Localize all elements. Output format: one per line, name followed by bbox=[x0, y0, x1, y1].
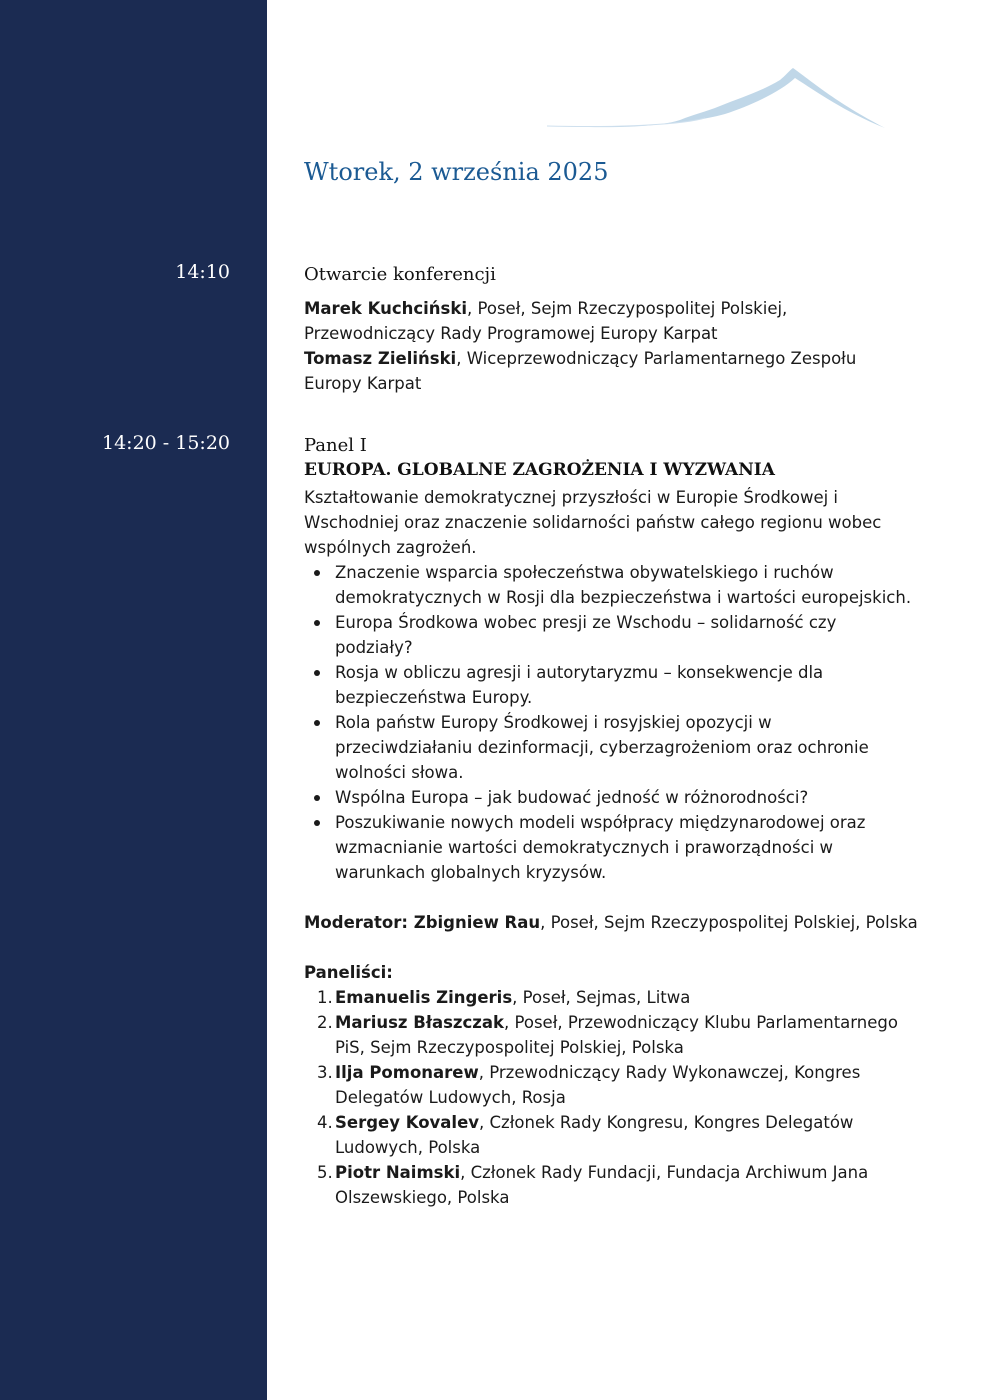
list-item: Poszukiwanie nowych modeli współpracy międzynarodowej oraz wzmacnianie wartości demokratycznych i praworządności w warunkach globalnych kryzysów. bbox=[304, 810, 934, 885]
moderator-name: Moderator: Zbigniew Rau bbox=[304, 913, 541, 932]
list-item: Europa Środkowa wobec presji ze Wschodu – solidarność czy podziały? bbox=[304, 610, 934, 660]
list-item: 5. Piotr Naimski, Członek Rady Fundacji, Fundacja Archiwum Jana Olszewskiego, Polska bbox=[317, 1163, 869, 1207]
bullet-icon bbox=[314, 720, 320, 726]
bullet-icon bbox=[314, 620, 320, 626]
opening-time: 14:10 bbox=[175, 261, 230, 283]
speaker-item bbox=[304, 346, 934, 396]
topic-list bbox=[304, 560, 934, 885]
list-item: Rosja w obliczu agresji i autorytaryzmu – konsekwencje dla bezpieczeństwa Europy. bbox=[304, 660, 934, 710]
date-heading: Wtorek, 2 września 2025 bbox=[304, 158, 609, 186]
bullet-icon bbox=[314, 670, 320, 676]
speaker-role-cont: Europy Karpat bbox=[304, 374, 422, 393]
panelists-heading: Paneliści: bbox=[304, 963, 393, 982]
panel-section bbox=[304, 433, 934, 1210]
speaker-role: , Poseł, Sejm Rzeczypospolitej Polskiej, bbox=[467, 299, 788, 318]
list-item: 2. Mariusz Błaszczak, Poseł, Przewodniczący Klubu Parlamentarnego PiS, Sejm Rzeczypospolitej Polskiej, Polska bbox=[317, 1013, 898, 1057]
bullet-icon bbox=[314, 820, 320, 826]
mountain-decoration bbox=[545, 62, 890, 132]
speaker-name: Marek Kuchciński bbox=[304, 299, 468, 318]
panel-time: 14:20 - 15:20 bbox=[101, 432, 230, 454]
moderator-line bbox=[304, 910, 934, 935]
panel-label: Panel I bbox=[304, 435, 367, 456]
bullet-icon bbox=[314, 795, 320, 801]
speaker-role-cont: Przewodniczący Rady Programowej Europy Karpat bbox=[304, 324, 718, 343]
speaker-name: Tomasz Zieliński bbox=[304, 349, 457, 368]
list-item: 4. Sergey Kovalev, Członek Rady Kongresu, Kongres Delegatów Ludowych, Polska bbox=[317, 1113, 854, 1157]
sidebar-band bbox=[0, 0, 267, 1400]
panel-intro: Kształtowanie demokratycznej przyszłości w Europie Środkowej i Wschodniej oraz znaczenie solidarności państw całego regionu wobec wspólnych zagrożeń. bbox=[304, 488, 882, 557]
list-item: Znaczenie wsparcia społeczeństwa obywatelskiego i ruchów demokratycznych w Rosji dla bezpieczeństwa i wartości europejskich. bbox=[304, 560, 934, 610]
panelist-list bbox=[304, 985, 934, 1210]
list-item: Wspólna Europa – jak budować jedność w różnorodności? bbox=[304, 785, 934, 810]
bullet-icon bbox=[314, 570, 320, 576]
opening-title: Otwarcie konferencji bbox=[304, 264, 496, 285]
opening-section bbox=[304, 262, 934, 396]
panel-title: EUROPA. GLOBALNE ZAGROŻENIA I WYZWANIA bbox=[304, 460, 775, 480]
speaker-role: , Wiceprzewodniczący Parlamentarnego Zespołu bbox=[456, 349, 857, 368]
moderator-role: , Poseł, Sejm Rzeczypospolitej Polskiej, Polska bbox=[540, 913, 918, 932]
speaker-item bbox=[304, 296, 934, 346]
list-item: 3. Ilja Pomonarew, Przewodniczący Rady Wykonawczej, Kongres Delegatów Ludowych, Rosja bbox=[317, 1063, 861, 1107]
list-item: Rola państw Europy Środkowej i rosyjskiej opozycji w przeciwdziałaniu dezinformacji, cyberzagrożeniom oraz ochronie wolności słowa. bbox=[304, 710, 934, 785]
list-item: 1. Emanuelis Zingeris, Poseł, Sejmas, Litwa bbox=[317, 988, 691, 1007]
